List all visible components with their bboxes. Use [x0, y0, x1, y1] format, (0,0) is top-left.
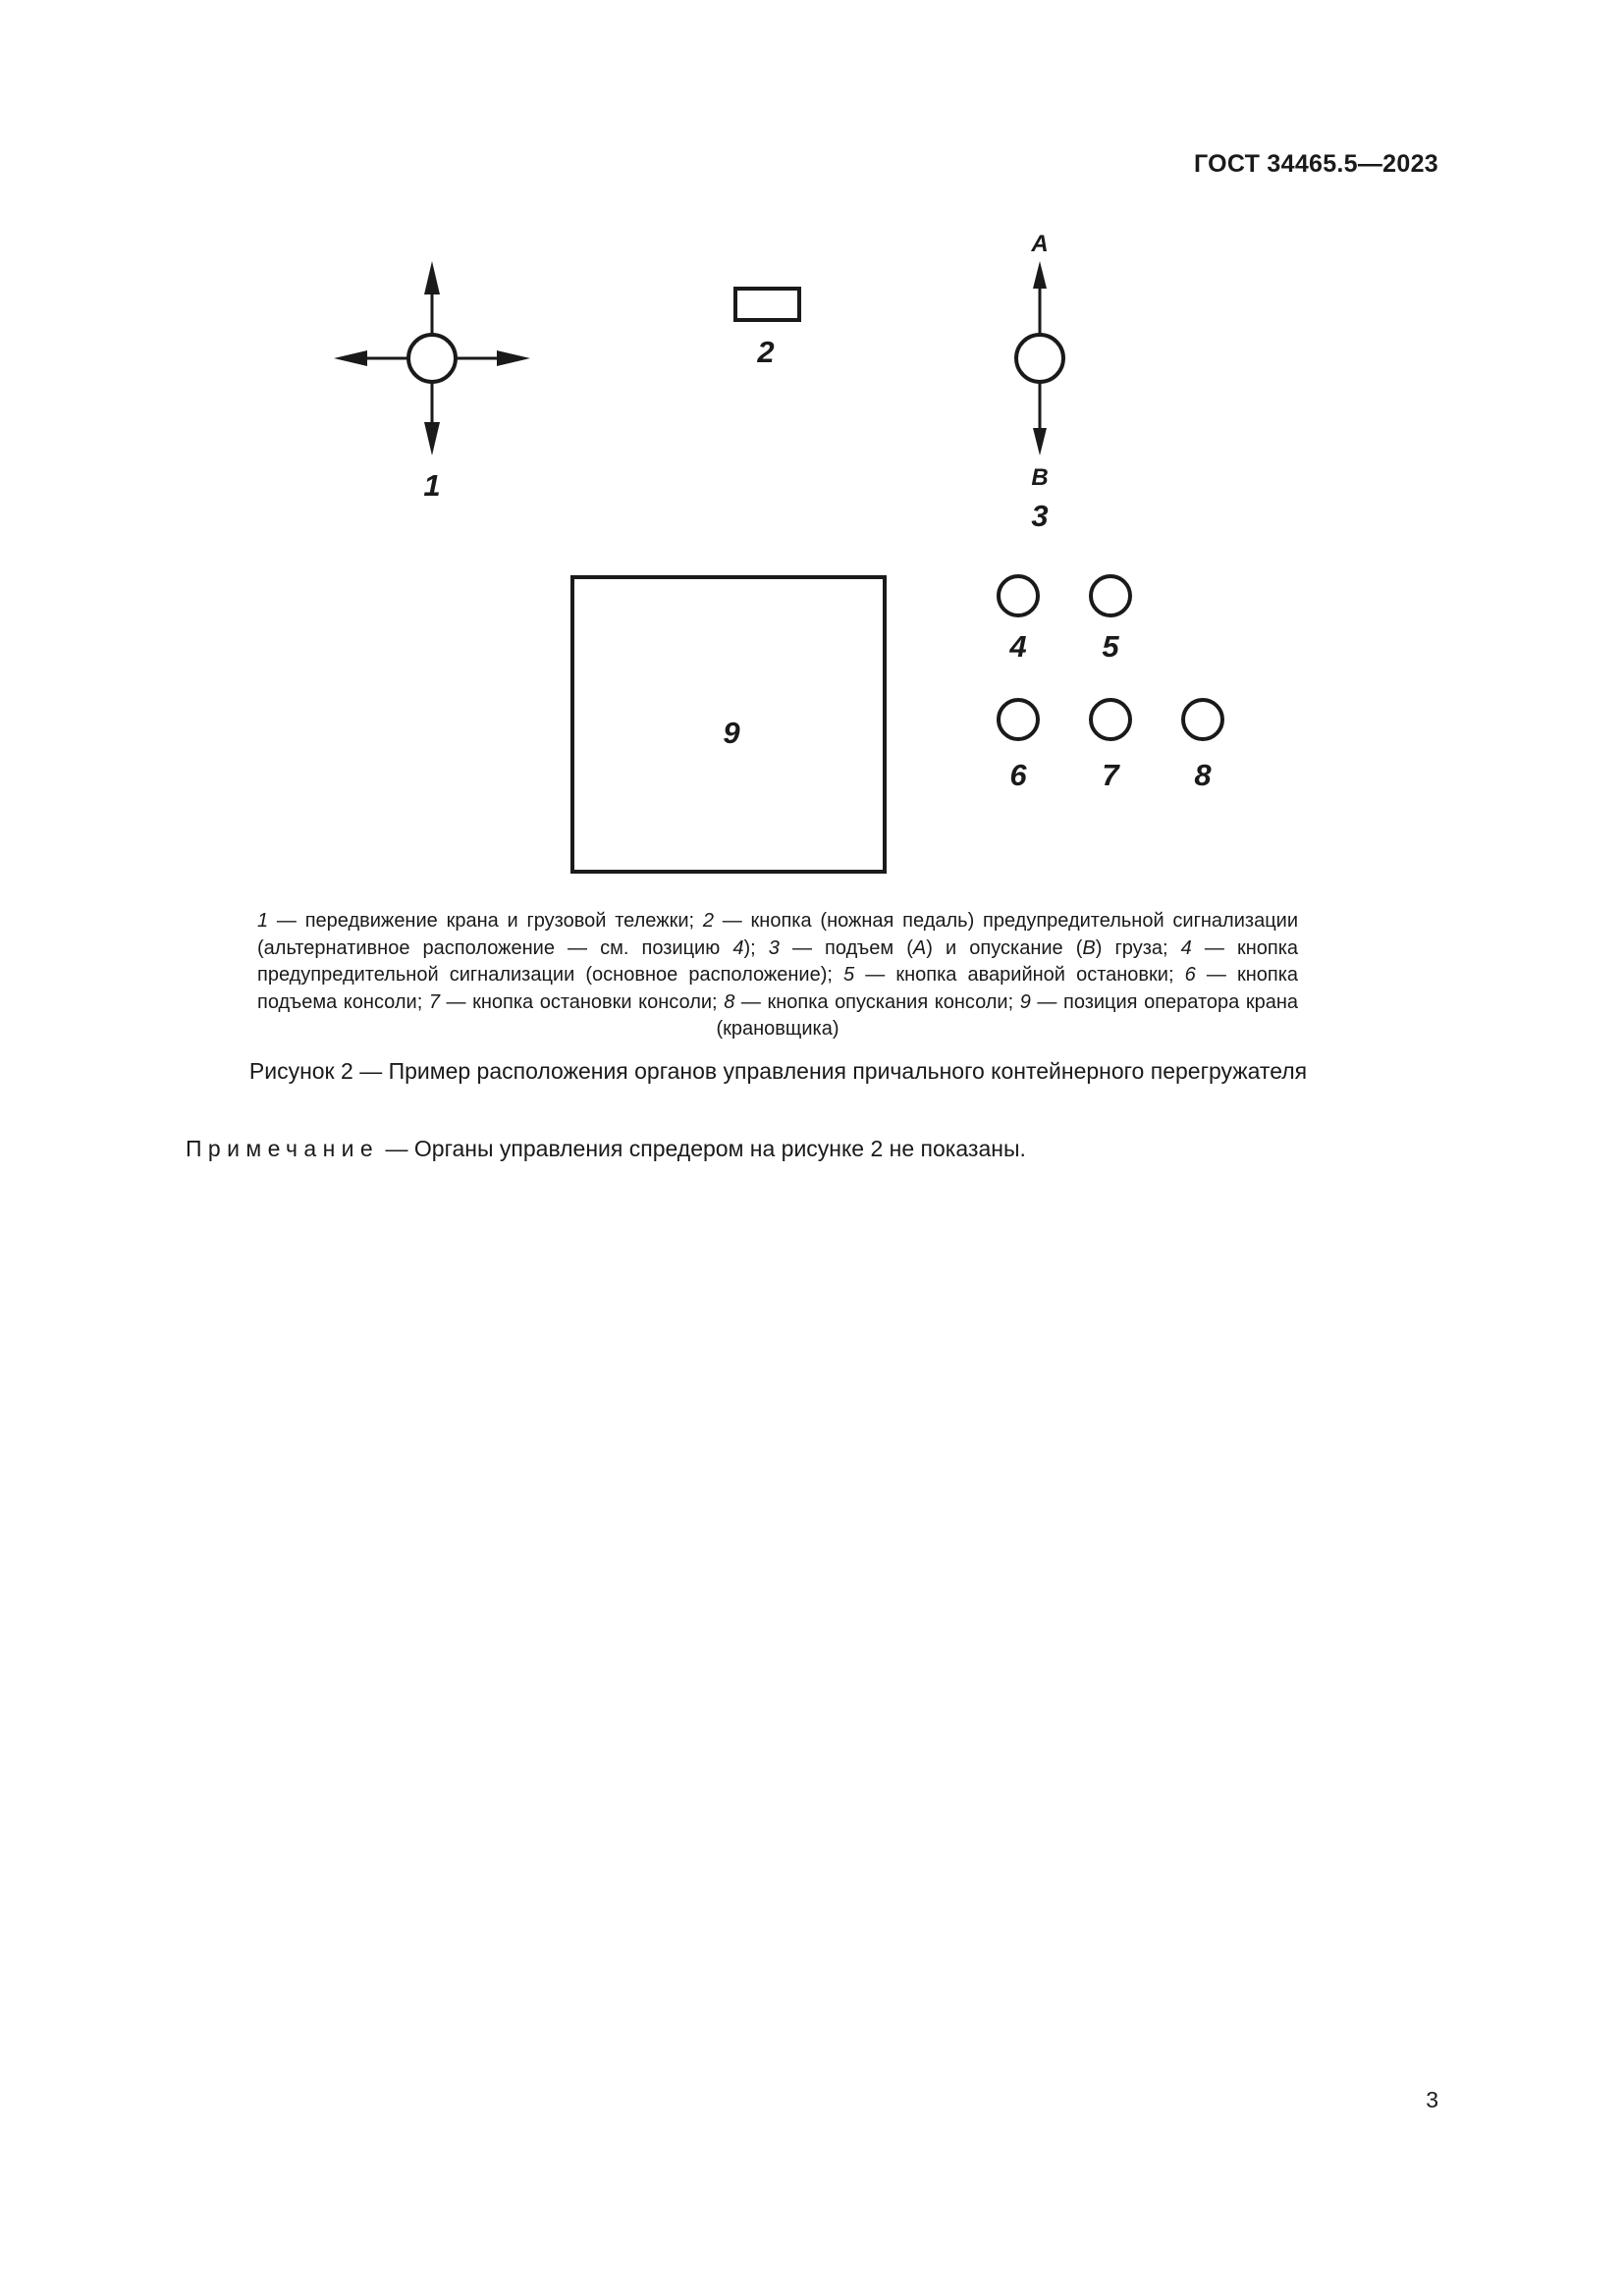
legend-text: — кнопка остановки консоли;	[439, 990, 725, 1013]
legend-text: — кнопка подъема консоли;	[257, 964, 1299, 1013]
joystick-knob	[408, 335, 456, 382]
standard-code: ГОСТ 34465.5—2023	[1193, 150, 1438, 178]
legend-text: — кнопка опускания консоли;	[734, 990, 1020, 1013]
legend-text: — кнопка (ножная педаль) предупредительной сигнализации (альтернативное расположение — см. позицию	[257, 910, 1298, 959]
arrow-down-icon	[1033, 428, 1047, 455]
legend-key: A	[912, 936, 927, 959]
legend-key: 9	[1019, 990, 1031, 1013]
position-label-5: 5	[1102, 629, 1119, 664]
position-label-7: 7	[1102, 758, 1119, 792]
direction-label-up: A	[1031, 231, 1049, 257]
emergency-stop-button	[1091, 576, 1130, 615]
position-label-6: 6	[1009, 758, 1027, 792]
arrow-up-icon	[1033, 261, 1047, 289]
travel-joystick	[334, 261, 530, 455]
direction-label-down: B	[1031, 464, 1049, 491]
note-text: — Органы управления спредером на рисунке 2 не показаны.	[379, 1136, 1026, 1161]
position-label-3: 3	[1031, 499, 1049, 533]
arrow-right-icon	[497, 350, 530, 366]
position-label-1: 1	[423, 468, 441, 503]
boom-raise-button	[999, 700, 1038, 739]
figure-legend	[257, 908, 1298, 1043]
legend-key: 7	[428, 990, 440, 1013]
legend-key: 6	[1184, 964, 1196, 986]
legend-text: ) и опускание (	[926, 936, 1083, 959]
note-label: Примечание	[186, 1136, 380, 1161]
legend-key: 8	[724, 990, 735, 1013]
legend-key: 4	[1180, 936, 1192, 959]
legend-key: 2	[702, 910, 714, 932]
arrow-left-icon	[334, 350, 367, 366]
boom-stop-button	[1091, 700, 1130, 739]
position-label-4: 4	[1009, 629, 1027, 664]
boom-lower-button	[1183, 700, 1222, 739]
legend-key: 1	[257, 910, 269, 932]
hoist-knob	[1016, 335, 1063, 382]
legend-text: — кнопка предупредительной сигнализации (основное расположение);	[257, 936, 1298, 986]
position-label-9: 9	[723, 716, 740, 750]
page-number: 3	[1426, 2087, 1438, 2112]
legend-text: — позиция оператора крана (крановщика)	[716, 990, 1298, 1040]
legend-text: — подъем (	[779, 936, 913, 959]
warning-button	[999, 576, 1038, 615]
legend-text: ) груза;	[1095, 936, 1181, 959]
legend-text: );	[743, 936, 769, 959]
foot-pedal-button	[735, 289, 799, 320]
position-label-2: 2	[757, 335, 775, 369]
legend-text: — передвижение крана и грузовой тележки;	[268, 910, 703, 932]
figure-caption: Рисунок 2 — Пример расположения органов управления причального контейнерного перегружателя	[248, 1058, 1308, 1084]
control-layout-figure	[0, 0, 1624, 883]
legend-key: 4	[732, 936, 744, 959]
position-label-8: 8	[1194, 758, 1212, 792]
hoist-lever	[1016, 261, 1063, 455]
arrow-up-icon	[424, 261, 440, 294]
note	[186, 1136, 1026, 1162]
arrow-down-icon	[424, 422, 440, 455]
legend-key: 3	[768, 936, 780, 959]
legend-text: — кнопка аварийной остановки;	[854, 964, 1185, 986]
legend-key: B	[1082, 936, 1096, 959]
legend-key: 5	[843, 964, 855, 986]
